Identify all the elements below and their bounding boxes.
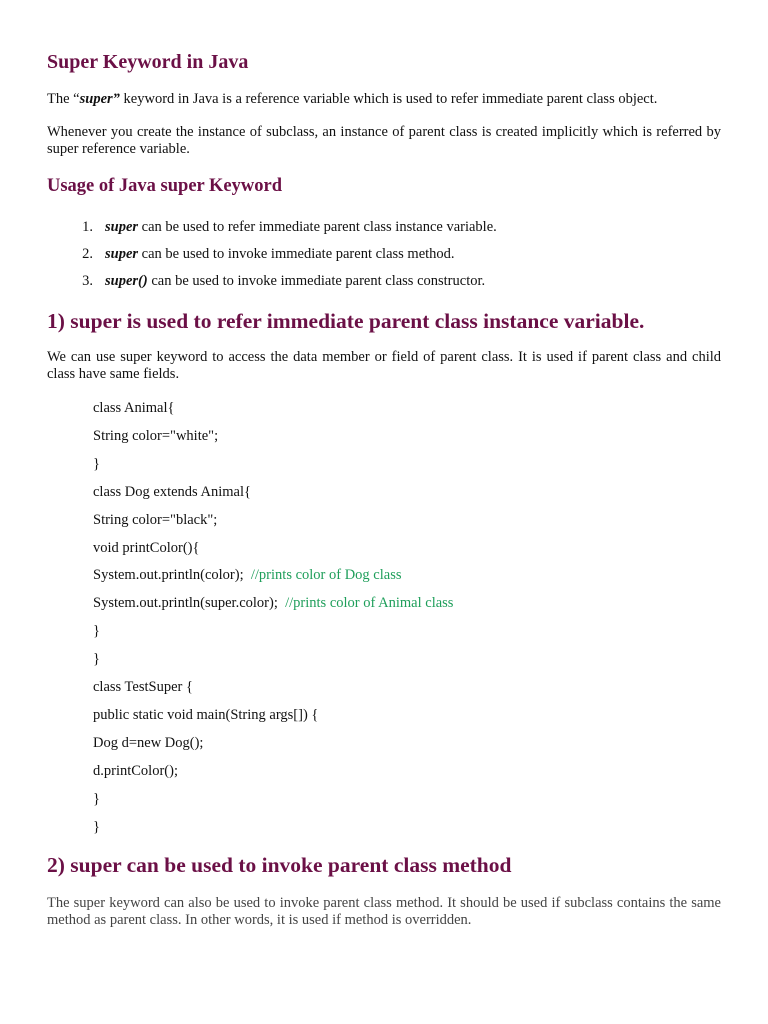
- intro-paragraph: [47, 91, 721, 108]
- code-comment: //prints color of Dog class: [250, 567, 402, 584]
- code-line: [93, 762, 178, 780]
- code-line: [93, 706, 318, 724]
- usage-item-number: 3.: [82, 273, 93, 289]
- usage-item-number: 2.: [82, 246, 93, 262]
- code-line: [93, 399, 174, 417]
- code-line: [93, 790, 100, 808]
- usage-item-keyword: super: [105, 246, 139, 262]
- code-line: [93, 678, 193, 696]
- code-line: [93, 511, 217, 529]
- code-line: [93, 427, 218, 445]
- code-text: public static void main(String args[]) {: [93, 706, 319, 723]
- code-text: }: [93, 455, 100, 472]
- code-line: [93, 650, 100, 668]
- usage-item-number: 1.: [82, 219, 93, 235]
- usage-item: [47, 219, 497, 236]
- code-text: }: [93, 651, 100, 668]
- code-text: System.out.println(super.color);: [93, 595, 286, 612]
- code-text: }: [93, 623, 100, 640]
- code-line: [93, 539, 199, 557]
- code-line: [93, 455, 100, 473]
- intro-prefix: The “: [47, 91, 80, 107]
- code-comment: //prints color of Animal class: [285, 595, 454, 612]
- section1-heading: 1) super is used to refer immediate parent class instance variable.: [47, 309, 645, 333]
- usage-item-keyword: super(): [105, 273, 148, 289]
- code-line: [93, 566, 402, 584]
- usage-heading: Usage of Java super Keyword: [47, 176, 283, 196]
- usage-item-text: can be used to invoke immediate parent class constructor.: [147, 273, 486, 289]
- section2-paragraph: The super keyword can also be used to invoke parent class method. It should be used if subclass contains the same method as parent class. In other words, it is used if method is overridden.: [47, 895, 721, 928]
- code-line: [93, 734, 203, 752]
- usage-item-keyword: super: [105, 219, 139, 235]
- page-title: Super Keyword in Java: [47, 51, 249, 73]
- code-line: [93, 594, 453, 612]
- code-text: String color="black";: [93, 511, 218, 528]
- code-text: class Animal{: [93, 400, 175, 416]
- usage-item: [47, 273, 485, 290]
- code-text: System.out.println(color);: [93, 567, 251, 584]
- usage-item-text: can be used to refer immediate parent class instance variable.: [138, 219, 497, 235]
- code-text: void printColor(){: [93, 539, 200, 556]
- code-text: d.printColor();: [93, 762, 178, 779]
- intro-suffix: keyword in Java is a reference variable which is used to refer immediate parent class object.: [119, 91, 658, 107]
- code-line: [93, 818, 100, 836]
- section2-heading: 2) super can be used to invoke parent class method: [47, 853, 512, 877]
- subclass-paragraph: Whenever you create the instance of subclass, an instance of parent class is created implicitly which is referred by super reference variable.: [47, 124, 721, 157]
- code-text: Dog d=new Dog();: [93, 734, 204, 751]
- intro-keyword: super”: [79, 91, 120, 107]
- code-text: }: [93, 818, 100, 835]
- usage-item: [47, 246, 455, 263]
- section1-paragraph: We can use super keyword to access the data member or field of parent class. It is used if parent class and child class have same fields.: [47, 349, 721, 382]
- code-line: [93, 622, 100, 640]
- code-text: String color="white";: [93, 427, 219, 444]
- code-text: class Dog extends Animal{: [93, 483, 251, 500]
- code-line: [93, 483, 251, 501]
- usage-item-text: can be used to invoke immediate parent class method.: [138, 246, 455, 262]
- code-text: }: [93, 790, 100, 807]
- code-text: class TestSuper {: [93, 679, 193, 695]
